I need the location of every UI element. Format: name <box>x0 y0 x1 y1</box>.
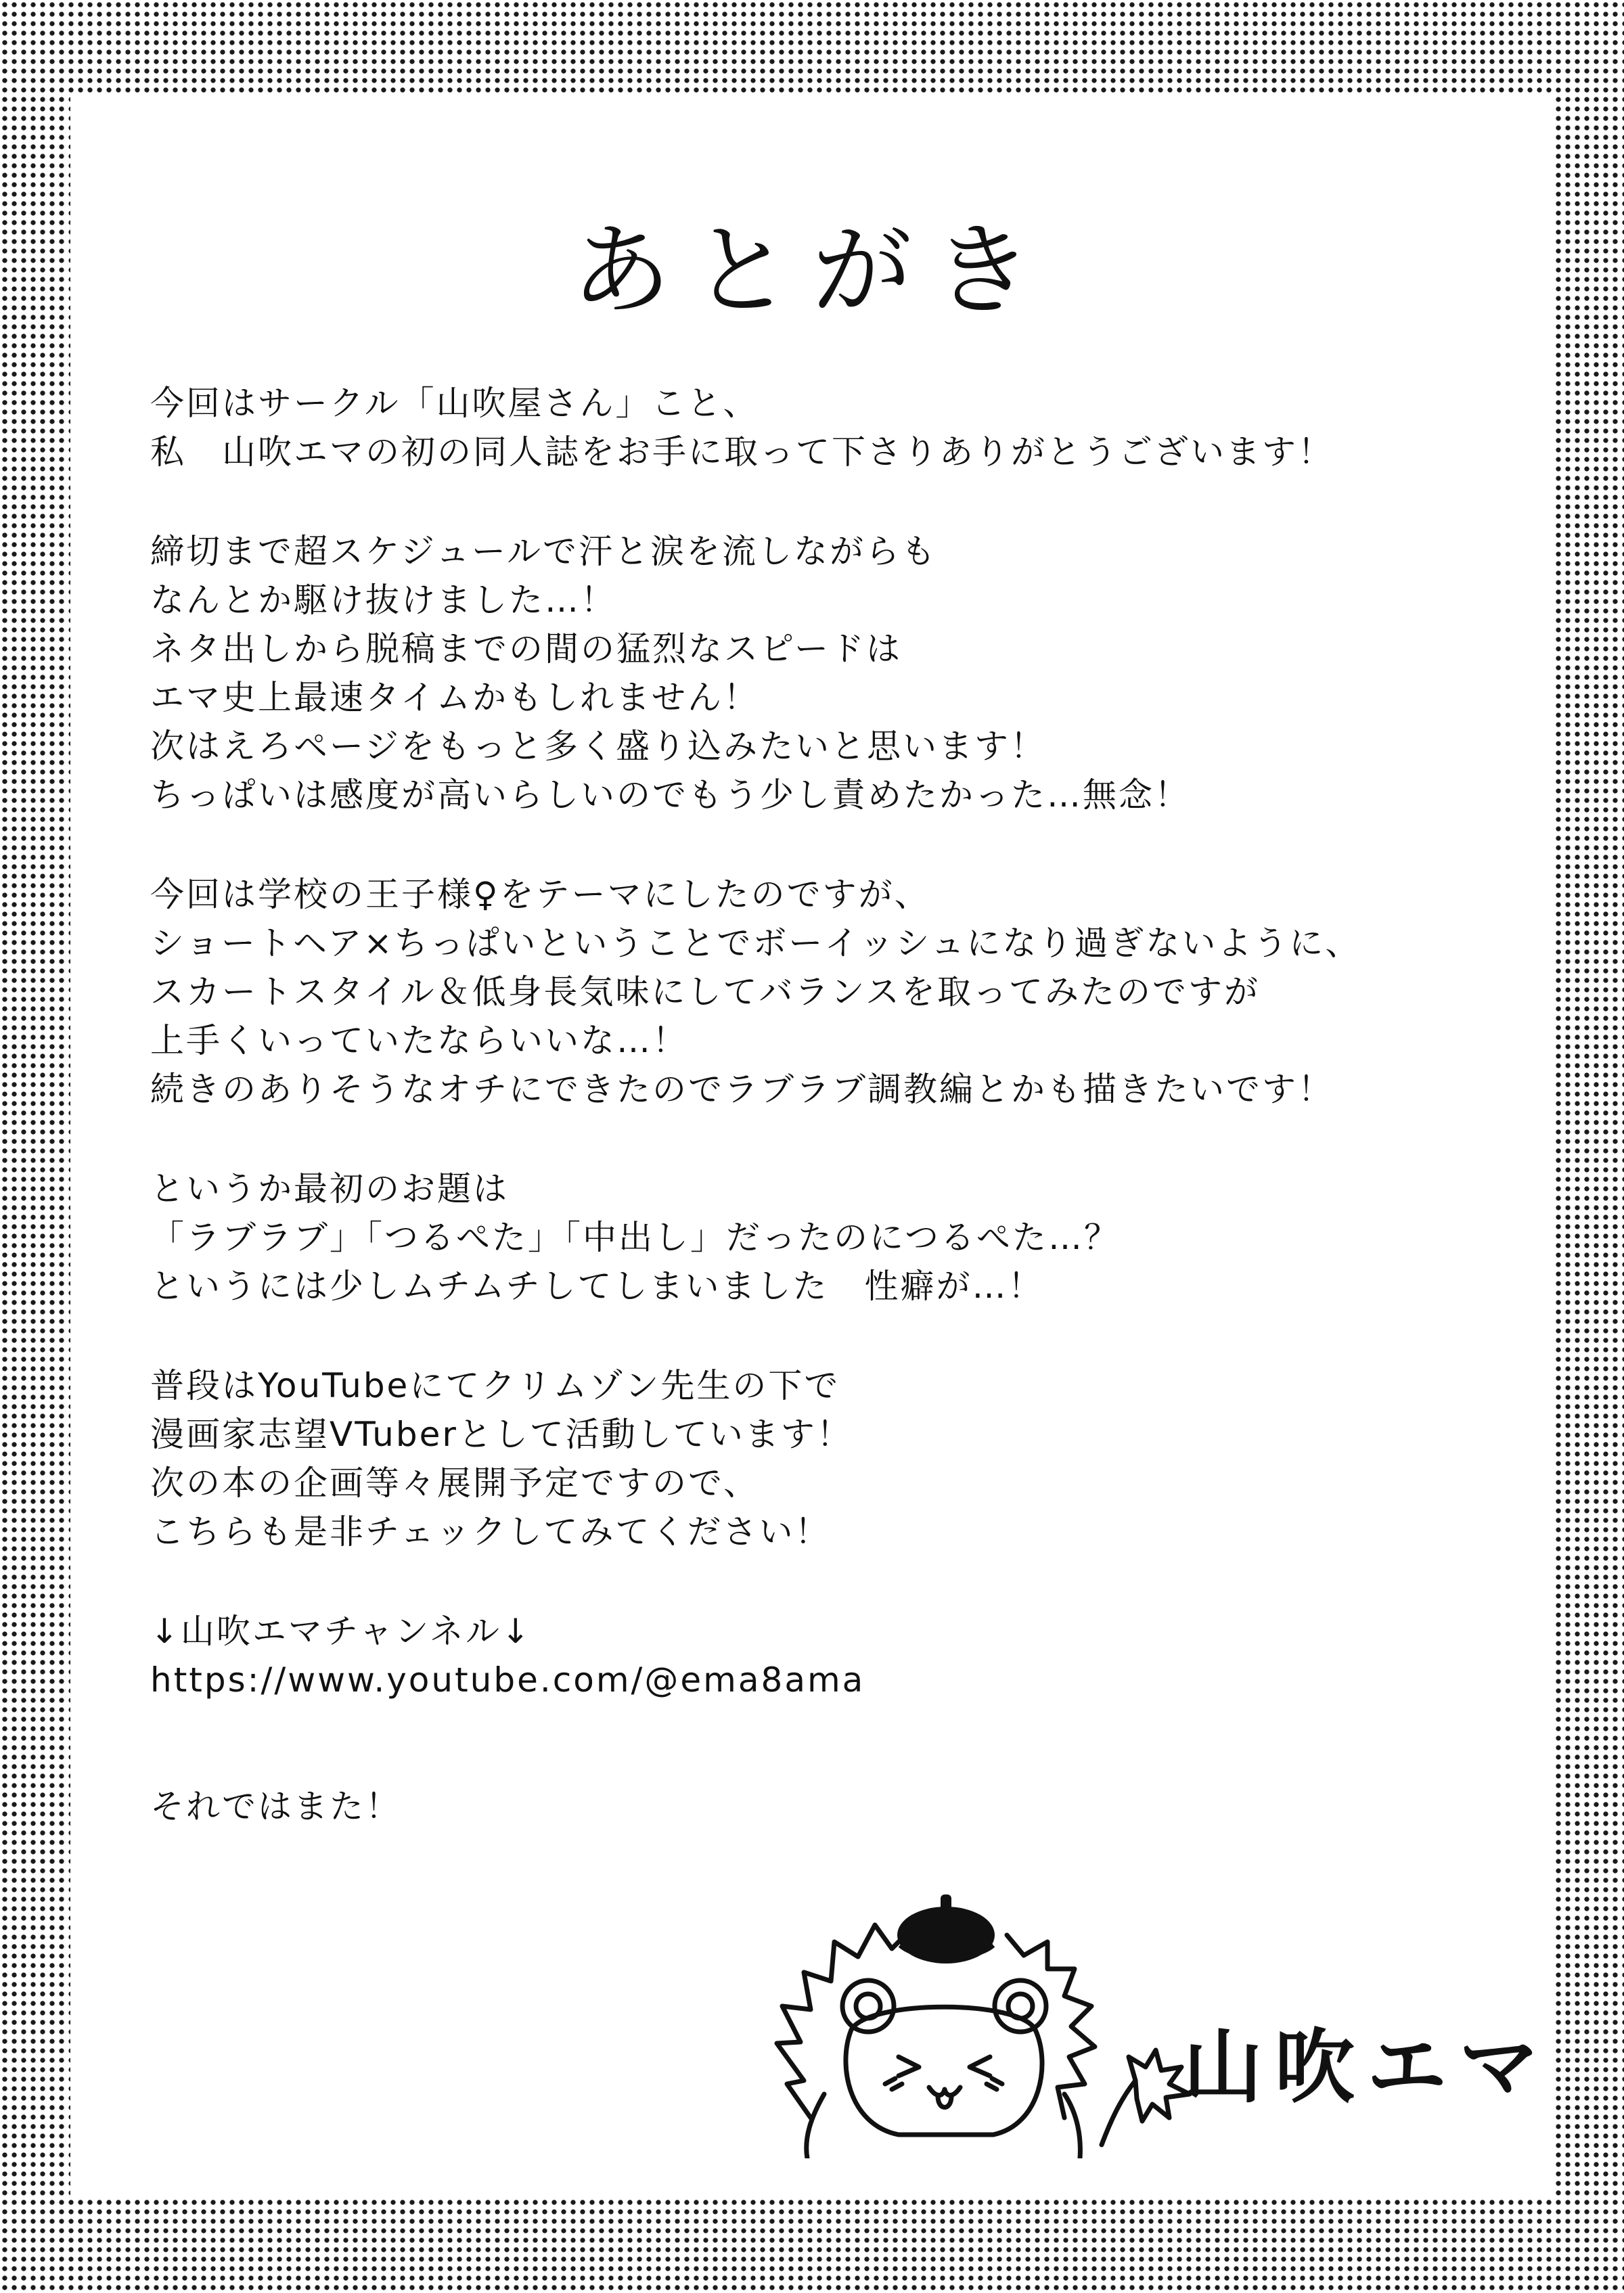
text-line: 今回は学校の王子様♀をテーマにしたのですが、 <box>150 875 930 914</box>
signature-block <box>723 1861 1552 2158</box>
author-signature: 山吹エマ <box>1183 2020 1552 2114</box>
paragraph-deadline <box>150 527 1544 819</box>
hamster-with-beret-icon <box>723 1861 1196 2158</box>
text-line: ネタ出しから脱稿までの間の猛烈なスピードは <box>150 629 902 668</box>
text-line: エマ史上最速タイムかもしれません！ <box>150 678 759 717</box>
text-line: 漫画家志望VTuberとして活動しています！ <box>150 1415 853 1454</box>
afterword-body <box>150 379 1544 1882</box>
paragraph-youtube <box>150 1361 1544 1556</box>
text-line: 次はえろページをもっと多く盛り込みたいと思います！ <box>150 727 1046 766</box>
text-line: 次の本の企画等々展開予定ですので、 <box>150 1463 759 1503</box>
text-line: 上手くいっていたならいいな…！ <box>150 1021 688 1060</box>
channel-url: https://www.youtube.com/@ema8ama <box>150 1660 865 1700</box>
paragraph-closing <box>150 1782 1544 1831</box>
text-line: というには少しムチムチしてしまいました 性癖が…！ <box>150 1267 1044 1306</box>
page-title: あとがき <box>571 212 1053 329</box>
paragraph-channel <box>150 1607 1544 1704</box>
text-line: 締切まで超スケジュールで汗と涙を流しながらも <box>150 532 937 571</box>
text-line: スカートスタイル＆低身長気味にしてバランスを取ってみたのですが <box>150 972 1260 1012</box>
text-line: 続きのありそうなオチにできたのでラブラブ調教編とかも描きたいです！ <box>150 1070 1334 1109</box>
text-line: 普段はYouTubeにてクリムゾン先生の下で <box>150 1366 840 1405</box>
text-line: こちらも是非チェックしてみてください！ <box>150 1512 831 1551</box>
text-line: 私 山吹エマの初の同人誌をお手に取って下さりありがとうございます！ <box>150 432 1334 472</box>
text-line: それではまた！ <box>150 1787 401 1826</box>
paragraph-theme <box>150 870 1544 1114</box>
channel-label: ↓山吹エマチャンネル↓ <box>150 1612 532 1651</box>
text-line: なんとか駆け抜けました…！ <box>150 581 616 620</box>
paragraph-greeting <box>150 379 1544 476</box>
afterword-page <box>70 95 1554 2199</box>
text-line: ショートヘア×ちっぱいということでボーイッシュになり過ぎないように、 <box>150 924 1361 963</box>
paragraph-topic <box>150 1164 1544 1311</box>
text-line: 今回はサークル「山吹屋さん」こと、 <box>150 384 759 423</box>
text-line: 「ラブラブ」「つるぺた」「中出し」だったのにつるぺた…？ <box>150 1218 1120 1257</box>
text-line: というか最初のお題は <box>150 1169 509 1208</box>
text-line: ちっぱいは感度が高いらしいのでもう少し責めたかった…無念！ <box>150 775 1190 815</box>
